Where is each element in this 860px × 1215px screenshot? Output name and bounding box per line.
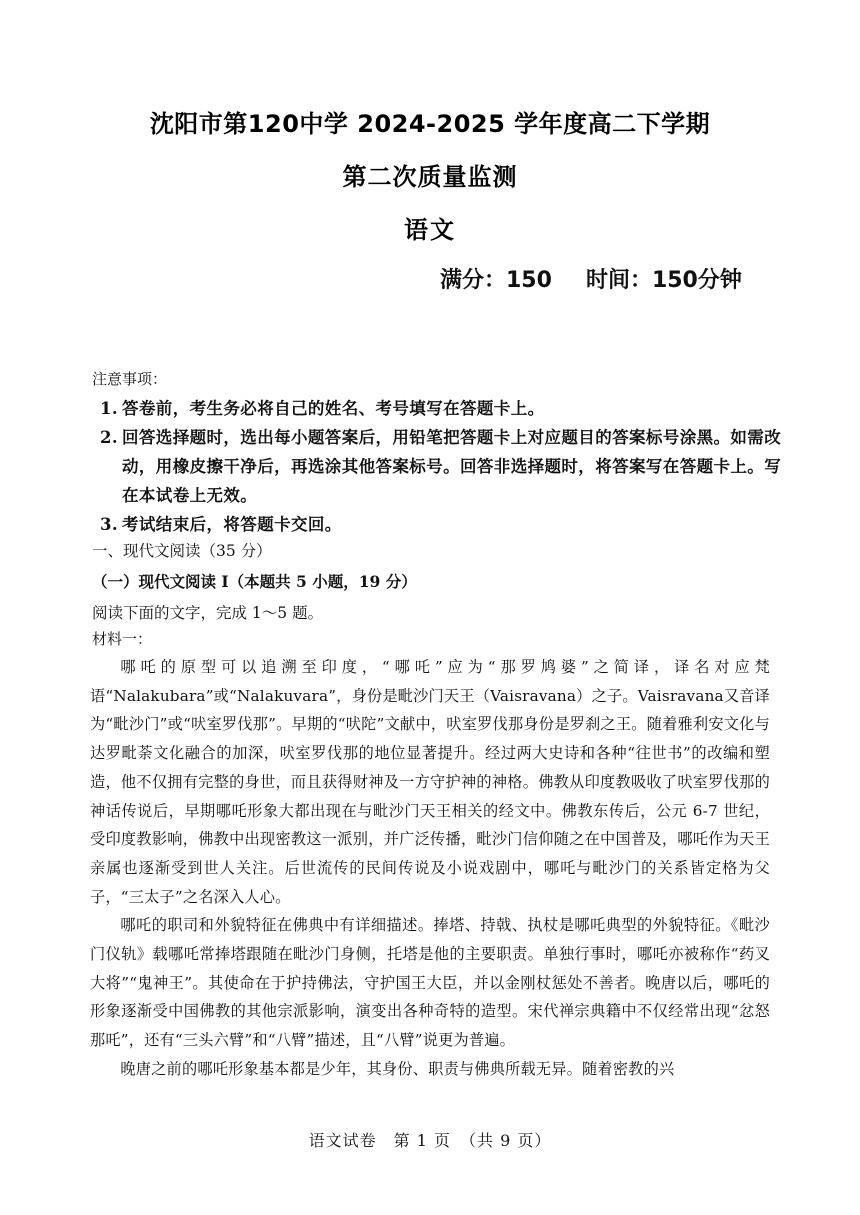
passage-paragraph: 哪吒的原型可以追溯至印度，“哪吒”应为“那罗鸠婆”之简译，译名对应梵语“Nalakubara”或“Nalakuvara”，身份是毗沙门天王（Vaisravana）之子。Vaisravana又音译为“毗沙门”或“吠室罗伐那”。早期的“吠陀”文献中，吠室罗伐那身份是罗刹之王。随着雅利安文化与达罗毗荼文化融合的加深，吠室罗伐那的地位显著提升。经过两大史诗和各种“往世书”的改编和塑造，他不仅拥有完整的身世，而且获得财神及一方守护神的神格。佛教从印度教吸收了吠室罗伐那的神话传说后，早期哪吒形象大都出现在与毗沙门天王相关的经文中。佛教东传后，公元 6-7 世纪，受印度教影响，佛教中出现密教这一派别，并广泛传播，毗沙门信仰随之在中国普及，哪吒作为天王亲属也逐渐受到世人关注。后世流传的民间传说及小说戏剧中，哪吒与毗沙门的关系皆定格为父子，“三太子”之名深入人心。	[90, 658, 770, 906]
section-heading: 一、现代文阅读（35 分）	[92, 542, 272, 560]
reading-instruction: 阅读下面的文字，完成 1～5 题。	[92, 604, 324, 622]
note-item	[92, 423, 782, 510]
passage-paragraph: 晚唐之前的哪吒形象基本都是少年，其身份、职责与佛典所载无异。随着密教的兴	[120, 1059, 675, 1078]
note-number: 1.	[100, 399, 119, 418]
note-item	[92, 510, 782, 539]
note-item	[92, 394, 782, 423]
page-footer: 语文试卷 第 1 页 （共 9 页）	[308, 1131, 552, 1150]
notes-heading: 注意事项：	[92, 370, 168, 388]
exam-subtitle: 第二次质量监测	[342, 163, 518, 191]
note-text: 回答选择题时，选出每小题答案后，用铅笔把答题卡上对应题目的答案标号涂黑。如需改动，用橡皮擦干净后，再选涂其他答案标号。回答非选择题时，将答案写在答题卡上。写在本试卷上无效。	[122, 428, 782, 505]
note-text: 考试结束后，将答题卡交回。	[122, 515, 342, 534]
subject-title: 语文	[404, 216, 456, 244]
notes-block	[92, 364, 782, 539]
full-score: 满分：150	[440, 268, 552, 293]
exam-time: 时间：150分钟	[585, 268, 742, 293]
subsection-heading: （一）现代文阅读 I（本题共 5 小题，19 分）	[92, 572, 417, 591]
reading-passage	[90, 653, 770, 1084]
note-text: 答卷前，考生务必将自己的姓名、考号填写在答题卡上。	[122, 399, 545, 418]
exam-title: 沈阳市第120中学 2024-2025 学年度高二下学期	[149, 110, 711, 138]
score-time-line	[440, 263, 742, 294]
note-number: 2.	[100, 428, 119, 447]
passage-paragraph: 哪吒的职司和外貌特征在佛典中有详细描述。捧塔、持戟、执杖是哪吒典型的外貌特征。《毗沙门仪轨》载哪吒常捧塔跟随在毗沙门身侧，托塔是他的主要职责。单独行事时，哪吒亦被称作“药叉大将”“鬼神王”。其使命在于护持佛法，守护国王大臣，并以金刚杖惩处不善者。晚唐以后，哪吒的形象逐渐受中国佛教的其他宗派影响，演变出各种奇特的造型。宋代禅宗典籍中不仅经常出现“忿怒那吒”，还有“三头六臂”和“八臂”描述，且“八臂”说更为普遍。	[90, 916, 770, 1050]
note-number: 3.	[100, 515, 119, 534]
material-label: 材料一：	[92, 630, 153, 648]
